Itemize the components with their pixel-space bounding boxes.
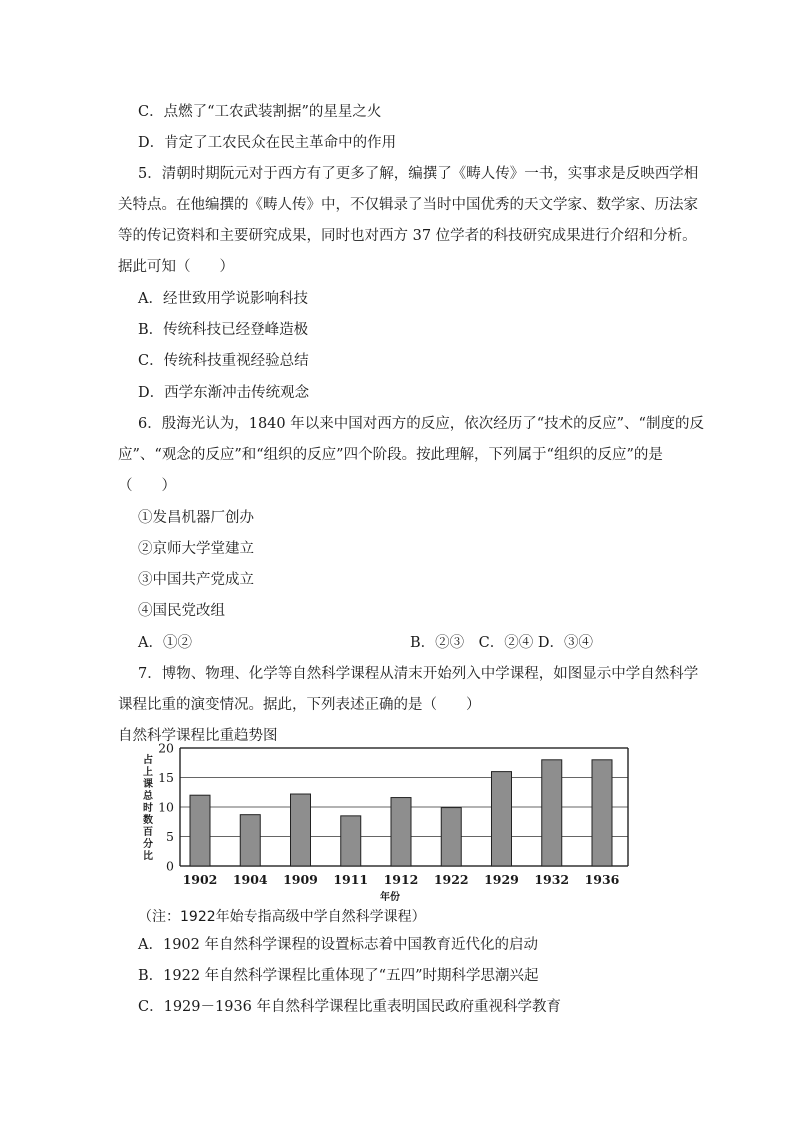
y-axis-label-char: 比 <box>143 851 153 862</box>
y-axis-ticks <box>158 741 174 874</box>
chart-title: 自然科学课程比重趋势图 <box>118 728 278 744</box>
q7-stem-line: 课程比重的演变情况。据此，下列表述正确的是（ ） <box>118 697 481 713</box>
bar-1929 <box>492 772 512 866</box>
bar-1904 <box>240 815 260 866</box>
q5-option-a: A．经世致用学说影响科技 <box>138 291 308 307</box>
q5-stem-line: 5．清朝时期阮元对于西方有了更多了解，编撰了《畴人传》一书，实事求是反映西学相 <box>138 166 699 182</box>
q6-stem-line: （ ） <box>118 478 176 494</box>
q6-item-2: ②京师大学堂建立 <box>138 541 254 557</box>
x-tick-label: 1912 <box>383 872 419 887</box>
q4-option-c: C．点燃了“工农武装割据”的星星之火 <box>138 104 382 120</box>
x-tick-label: 1902 <box>182 872 218 887</box>
q7-option-a: A．1902 年自然科学课程的设置标志着中国教育近代化的启动 <box>138 937 538 953</box>
bar-1902 <box>190 795 210 866</box>
y-axis-label-char: 课 <box>143 779 153 790</box>
x-tick-label: 1909 <box>283 872 318 887</box>
x-tick-label: 1911 <box>333 872 369 887</box>
chart-note: （注：1922年始专指高级中学自然科学课程） <box>138 909 426 925</box>
chart-bars <box>190 760 612 866</box>
y-axis-label-char: 占 <box>143 755 153 766</box>
q6-item-4: ④国民党改组 <box>138 603 225 619</box>
q5-stem-line: 据此可知（ ） <box>118 259 234 275</box>
x-tick-label: 1932 <box>534 872 570 887</box>
bar-1932 <box>542 760 562 866</box>
x-tick-label: 1929 <box>484 872 519 887</box>
x-tick-label: 1904 <box>232 872 268 887</box>
x-axis-ticks <box>183 872 620 887</box>
q6-option-a: A．①② <box>138 635 192 651</box>
q5-stem-line: 关特点。在他编撰的《畴人传》中，不仅辑录了当时中国优秀的天文学家、数学家、历法家 <box>118 197 698 213</box>
q6-stem-line: 应”、“观念的反应”和“组织的反应”四个阶段。按此理解，下列属于“组织的反应”的是 <box>118 447 663 463</box>
q4-option-d: D．肯定了工农民众在民主革命中的作用 <box>138 135 397 151</box>
q6-stem-line: 6．殷海光认为，1840 年以来中国对西方的反应，依次经历了“技术的反应”、“制度的反 <box>138 416 704 432</box>
bar-1909 <box>291 794 311 866</box>
y-axis-label-char: 百 <box>143 827 153 838</box>
y-tick-label: 0 <box>166 858 174 874</box>
bar-chart <box>118 740 638 906</box>
y-tick-label: 20 <box>158 740 174 756</box>
x-tick-label: 1922 <box>433 872 469 887</box>
q6-item-1: ①发昌机器厂创办 <box>138 510 254 526</box>
y-tick-label: 5 <box>166 829 174 844</box>
x-axis-label: 年份 <box>380 892 400 903</box>
q5-option-c: C．传统科技重视经验总结 <box>138 353 309 369</box>
y-axis-label-char: 数 <box>143 815 153 826</box>
q5-option-d: D．西学东渐冲击传统观念 <box>138 385 310 401</box>
y-axis-label-char: 分 <box>143 839 153 850</box>
q6-options-bcd: B．②③ C．②④ D．③④ <box>410 635 593 651</box>
y-axis-label <box>143 753 154 862</box>
bar-1912 <box>391 798 411 866</box>
y-tick-label: 15 <box>158 770 174 785</box>
q7-option-b: B．1922 年自然科学课程比重体现了“五四”时期科学思潮兴起 <box>138 968 539 984</box>
bar-1922 <box>441 808 461 866</box>
y-axis-label-char: 时 <box>143 803 153 814</box>
y-axis-label-char: 总 <box>143 791 153 802</box>
bar-1911 <box>341 816 361 866</box>
y-axis-label-char: 上 <box>143 767 153 778</box>
bar-1936 <box>592 760 612 866</box>
q5-option-b: B．传统科技已经登峰造极 <box>138 322 309 338</box>
q7-stem-line: 7．博物、物理、化学等自然科学课程从清末开始列入中学课程，如图显示中学自然科学 <box>138 666 699 682</box>
q6-item-3: ③中国共产党成立 <box>138 572 254 588</box>
y-tick-label: 10 <box>158 799 174 815</box>
q5-stem-line: 等的传记资料和主要研究成果，同时也对西方 37 位学者的科技研究成果进行介绍和分析。 <box>118 228 697 244</box>
q7-option-c: C．1929－1936 年自然科学课程比重表明国民政府重视科学教育 <box>138 999 562 1015</box>
x-tick-label: 1936 <box>584 872 620 887</box>
